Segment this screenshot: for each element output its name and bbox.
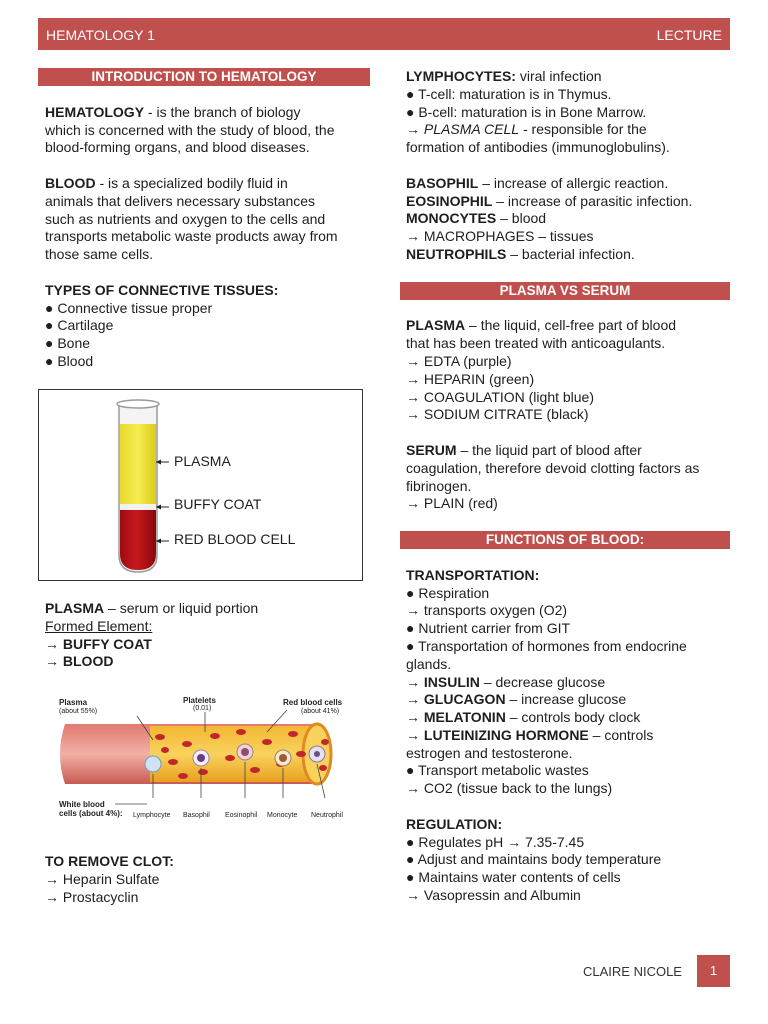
- hormones-line-2: glands.: [406, 655, 452, 672]
- blood-definition: [45, 175, 375, 193]
- hematology-definition: [45, 104, 375, 122]
- plasma-formed-block: [45, 600, 375, 671]
- serum-def-1: – the liquid part of blood after: [456, 441, 642, 458]
- lh-term: → LUTEINIZING HORMONE: [406, 726, 589, 743]
- hematology-def-3: blood-forming organs, and blood diseases.: [45, 139, 310, 156]
- hematology-def-2: which is concerned with the study of blood, the: [45, 121, 335, 138]
- plasma-line: [406, 317, 726, 335]
- course-title: HEMATOLOGY 1: [46, 27, 155, 43]
- left-column: [45, 68, 375, 371]
- clot-header: [45, 853, 375, 871]
- fig-plasma-pct: (about 55%): [59, 708, 98, 715]
- lymphocytes-term: LYMPHOCYTES:: [406, 68, 516, 84]
- regulation-header-text: REGULATION:: [406, 815, 503, 832]
- neutrophils-line: [406, 246, 726, 264]
- anticoagulant-item: → COAGULATION (light blue): [406, 388, 595, 405]
- wastes-line: ● Transport metabolic wastes: [406, 762, 589, 779]
- fig-cell-eosinophil: Eosinophil: [225, 812, 258, 819]
- nutrient-line: ● Nutrient carrier from GIT: [406, 620, 571, 637]
- oxygen-line: → transports oxygen (O2): [406, 602, 568, 619]
- fig-cell-basophil: Basophil: [183, 812, 210, 819]
- monocytes-term: MONOCYTES: [406, 210, 497, 227]
- serum-def-3: fibrinogen.: [406, 477, 472, 494]
- types-header-text: TYPES OF CONNECTIVE TISSUES:: [45, 281, 279, 298]
- blood-composition-figure: [55, 692, 355, 822]
- plasma-term-right: PLASMA: [406, 317, 466, 334]
- test-tube-illustration: [39, 390, 362, 580]
- functions-header: FUNCTIONS OF BLOOD:: [400, 531, 730, 549]
- basophil-term: BASOPHIL: [406, 174, 479, 191]
- serum-plain: → PLAIN (red): [406, 495, 498, 512]
- blood-def-1: - is a specialized bodily fluid in: [95, 174, 288, 191]
- type-item: ● Blood: [45, 352, 94, 369]
- plasma-cell-def-2: formation of antibodies (immunoglobulins).: [406, 139, 670, 156]
- fig-platelets-pct: (0.01): [193, 705, 212, 712]
- insulin-term: → INSULIN: [406, 673, 480, 690]
- glucagon-def: – increase glucose: [505, 691, 627, 708]
- bcell-line: ● B-cell: maturation is in Bone Marrow.: [406, 103, 647, 120]
- insulin-line: [406, 674, 726, 692]
- types-header: [45, 282, 375, 300]
- anticoagulant-item: → HEPARIN (green): [406, 370, 535, 387]
- anticoagulant-item: → EDTA (purple): [406, 352, 512, 369]
- lymphocytes-def: viral infection: [515, 68, 602, 84]
- lecture-label: LECTURE: [656, 27, 722, 43]
- blood-def-5: those same cells.: [45, 246, 154, 263]
- rbc-layer-label: RED BLOOD CELL: [174, 531, 296, 547]
- vasopressin-line: → Vasopressin and Albumin: [406, 887, 581, 904]
- monocytes-def: – blood: [496, 210, 547, 227]
- plasma-vs-serum-header: PLASMA VS SERUM: [400, 282, 730, 300]
- plasma-def-1: – the liquid, cell-free part of blood: [465, 317, 677, 334]
- arrow-blood: [45, 653, 375, 671]
- macrophages-line: → MACROPHAGES – tissues: [406, 228, 594, 245]
- plasma-cell-term: PLASMA CELL: [423, 121, 520, 138]
- clot-header-text: TO REMOVE CLOT:: [45, 853, 174, 869]
- plasma-cell-line: [406, 121, 726, 139]
- plasma-def-2: that has been treated with anticoagulants.: [406, 335, 666, 352]
- type-item: ● Bone: [45, 335, 91, 352]
- blood-def-3: such as nutrients and oxygen to the cells and: [45, 210, 326, 227]
- arrow-blood-text: → BLOOD: [45, 653, 114, 670]
- arrow-buffy-text: → BUFFY COAT: [45, 635, 152, 652]
- glucagon-line: [406, 691, 726, 709]
- eosinophil-def: – increase of parasitic infection.: [492, 192, 693, 209]
- type-item: ● Cartilage: [45, 317, 114, 334]
- neutrophils-term: NEUTROPHILS: [406, 245, 507, 262]
- clot-item: → Prostacyclin: [45, 888, 139, 905]
- monocytes-line: [406, 210, 726, 228]
- buffy-coat-label: BUFFY COAT: [174, 496, 262, 512]
- right-column: [406, 68, 726, 905]
- melatonin-term: → MELATONIN: [406, 709, 506, 726]
- fig-cell-neutrophil: Neutrophil: [311, 812, 343, 819]
- glucagon-term: → GLUCAGON: [406, 691, 506, 708]
- co2-line: → CO2 (tissue back to the lungs): [406, 780, 613, 797]
- fig-rbc-pct: (about 41%): [301, 708, 340, 715]
- clot-block: [45, 853, 375, 906]
- respiration-line: ● Respiration: [406, 584, 490, 601]
- basophil-line: [406, 175, 726, 193]
- fig-platelets-label: Platelets: [183, 696, 216, 705]
- plasma-layer-label: PLASMA: [174, 453, 231, 469]
- eosinophil-term: EOSINOPHIL: [406, 192, 493, 209]
- melatonin-def: – controls body clock: [505, 709, 641, 726]
- author-name: CLAIRE NICOLE: [583, 964, 682, 979]
- plasma-term: PLASMA: [45, 600, 105, 616]
- blood-term: BLOOD: [45, 174, 96, 191]
- melatonin-line: [406, 709, 726, 727]
- basophil-def: – increase of allergic reaction.: [478, 174, 669, 191]
- blood-def-2: animals that delivers necessary substances: [45, 192, 316, 209]
- hematology-def-1: - is the branch of biology: [144, 103, 301, 120]
- temperature-line: ● Adjust and maintains body temperature: [406, 851, 662, 868]
- lh-line: [406, 727, 726, 745]
- tcell-line: ● T-cell: maturation is in Thymus.: [406, 85, 612, 102]
- arrow-buffy-coat: [45, 636, 375, 654]
- water-line: ● Maintains water contents of cells: [406, 869, 621, 886]
- formed-element-label: [45, 618, 375, 636]
- transportation-header-text: TRANSPORTATION:: [406, 566, 540, 583]
- neutrophils-def: – bacterial infection.: [506, 245, 635, 262]
- serum-line: [406, 442, 726, 460]
- regulation-header: [406, 816, 726, 834]
- intro-section-header: INTRODUCTION TO HEMATOLOGY: [38, 68, 370, 86]
- ph-line: ● Regulates pH → 7.35-7.45: [406, 833, 585, 850]
- serum-term: SERUM: [406, 441, 457, 458]
- blood-def-4: transports metabolic waste products away from: [45, 228, 338, 245]
- lymphocytes-line: [406, 68, 726, 86]
- test-tube-figure: [38, 389, 363, 581]
- lh-def-2: estrogen and testosterone.: [406, 744, 573, 761]
- serum-def-2: coagulation, therefore devoid clotting factors as: [406, 459, 700, 476]
- anticoagulant-item: → SODIUM CITRATE (black): [406, 406, 589, 423]
- lh-def: – controls: [588, 726, 654, 743]
- fig-wbc-pct: cells (about 4%):: [59, 809, 123, 818]
- transportation-header: [406, 567, 726, 585]
- header-bar: [38, 18, 730, 50]
- type-item: ● Connective tissue proper: [45, 299, 213, 316]
- hematology-term: HEMATOLOGY: [45, 103, 145, 120]
- fig-cell-monocyte: Monocyte: [267, 812, 298, 819]
- insulin-def: – decrease glucose: [479, 673, 606, 690]
- clot-item: → Heparin Sulfate: [45, 870, 160, 887]
- hormones-line-1: ● Transportation of hormones from endocrine: [406, 637, 687, 654]
- plasma-def: – serum or liquid portion: [104, 600, 259, 616]
- page-number: 1: [697, 955, 730, 987]
- plasma-definition: [45, 600, 375, 618]
- fig-cell-lymphocyte: Lymphocyte: [133, 812, 171, 819]
- formed-element-text: Formed Element:: [45, 617, 153, 634]
- fig-wbc-label: White blood: [59, 800, 105, 809]
- fig-plasma-label: Plasma: [59, 698, 88, 707]
- eosinophil-line: [406, 193, 726, 211]
- fig-rbc-label: Red blood cells: [283, 698, 343, 707]
- plasma-cell-def: - responsible for the: [519, 121, 647, 138]
- plasma-cell-arrow: →: [406, 121, 424, 138]
